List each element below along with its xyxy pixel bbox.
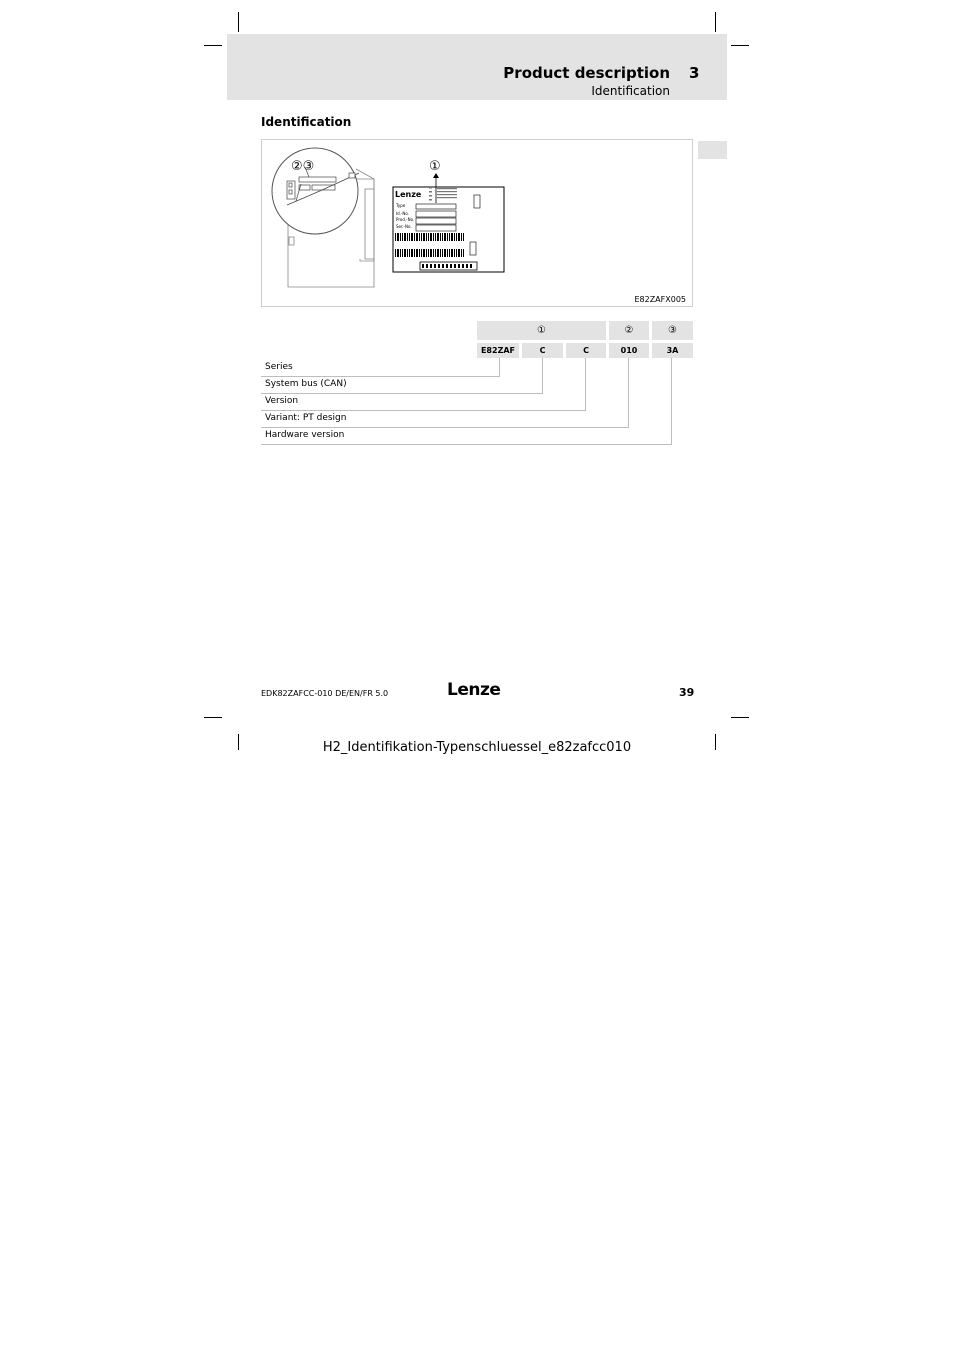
row-label-variant: Variant: PT design [265,413,347,423]
crop-mark [238,12,239,32]
nameplate-brand: Lenze [394,189,421,199]
brand-logo: Lenze [447,680,501,700]
page-subtitle: Identification [591,84,670,98]
device-drawing [261,139,693,307]
source-caption: H2_Identifikation-Typenschluessel_e82zafcc010 [322,740,632,755]
magnified-detail [349,173,355,178]
type-code-group-3: ③ [652,321,693,340]
type-code-group-1: ① [477,321,606,340]
page-title: Product description [503,64,670,82]
page-number: 39 [679,686,695,699]
magnifier-circle [272,148,358,234]
figure-code: E82ZAFX005 [634,295,686,304]
nameplate-connector [420,262,477,270]
svg-text:Prod.-No.: Prod.-No. [395,216,414,222]
svg-text:Ser.-No.: Ser.-No. [395,223,412,229]
row-connector [499,358,500,377]
crop-mark [715,12,716,32]
type-code-version: C [566,343,606,358]
row-underline [261,410,586,411]
row-label-system-bus: System bus (CAN) [265,379,347,389]
svg-text:Type: Type [395,202,405,208]
svg-text:Id.-No.: Id.-No. [395,210,409,216]
row-underline [261,427,629,428]
row-underline [261,444,672,445]
crop-mark [204,45,222,46]
row-underline [261,376,500,377]
crop-mark [731,717,749,718]
row-connector [671,358,672,445]
type-code-variant: 010 [609,343,649,358]
row-label-series: Series [265,362,293,372]
row-underline [261,393,543,394]
callout-1: ① [428,158,441,174]
identification-figure [261,139,693,307]
document-number: EDK82ZAFCC-010 DE/EN/FR 5.0 [261,689,389,698]
row-connector [585,358,586,411]
type-code-hardware: 3A [652,343,693,358]
type-code-bus: C [522,343,563,358]
chapter-number: 3 [689,64,700,82]
row-label-hardware: Hardware version [265,430,345,440]
type-code-group-2: ② [609,321,649,340]
chapter-tab [698,141,727,159]
row-connector [628,358,629,428]
nameplate [393,187,504,272]
row-connector [542,358,543,394]
crop-mark [731,45,749,46]
crop-mark [204,717,222,718]
type-code-series: E82ZAF [477,343,519,358]
callout-23: ②③ [290,158,314,174]
row-label-version: Version [265,396,299,406]
section-title: Identification [261,115,352,129]
